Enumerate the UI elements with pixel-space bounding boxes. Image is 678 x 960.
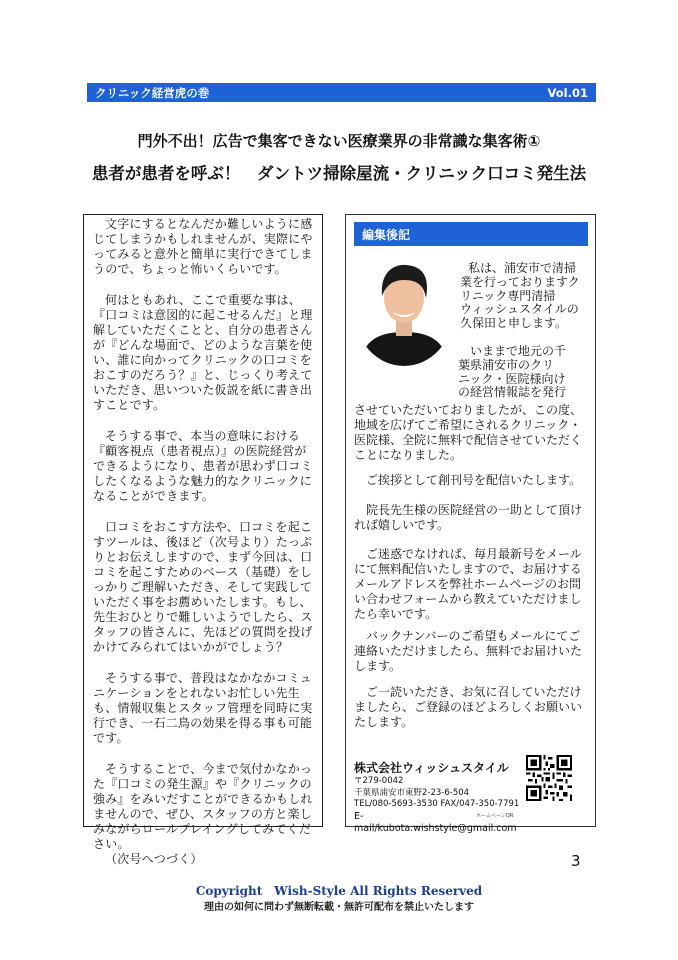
editor-paragraph: バックナンバーのご希望もメールにてご連絡いただけましたら、無料でお届けいたします。 <box>354 629 583 673</box>
to-be-continued: （次号へつづく） <box>105 852 203 866</box>
copyright-line: Copyright Wish-Style All Rights Reserved <box>195 884 483 898</box>
editor-line: の経営情報誌を発行 <box>458 385 567 400</box>
article-paragraph: そうする事で、本当の意味における『顧客視点（患者視点）』の医院経営ができるようになり、患者が思わず口コミしたくなるような魅力的なクリニックになることができます。 <box>93 429 313 503</box>
series-banner <box>87 83 596 102</box>
editor-line: いままで地元の千 <box>470 344 567 358</box>
phone-fax: TEL/080-5693-3530 FAX/047-350-7791 <box>354 799 520 809</box>
email-address[interactable]: E-mail/kubota.wishstyle@gmail.com <box>354 810 517 834</box>
page-number: 3 <box>571 852 581 870</box>
headline-secondary: 患者が患者を呼ぶ！ ダントツ掃除屋流・クリニック口コミ発生法 <box>91 164 587 183</box>
editor-line: ニック・医院様向け <box>458 371 566 386</box>
reproduction-notice: 理由の如何に問わず無断転載・無許可配布を禁止いたします <box>204 902 474 913</box>
editor-paragraph: 院長先生様の医院経営の一助として頂ければ嬉しいです。 <box>354 503 583 532</box>
article-paragraph: そうすることで、今まで気付かなかった『口コミの発生源』や『クリニックの強み』をみいだすことができるかもしれませんので、ぜひ、スタッフの方と楽しみながらロールプレイングしてみてください。 <box>93 762 313 851</box>
intro-line: リニック専門清掃 <box>460 288 556 303</box>
intro-line: ウィッシュスタイルの <box>460 302 579 317</box>
headline-primary: 門外不出！広告で集客できない医療業界の非常識な集客術① <box>137 132 541 150</box>
editor-line: 葉県浦安市のクリ <box>458 358 555 372</box>
editor-note-heading: 編集後記 <box>354 222 588 246</box>
article-paragraph: 文字にするとなんだか難しいように感じてしまうかもしれませんが、実際にやってみると意外と簡単に実行できてしまうので、ちょっと怖いくらいです。 <box>93 217 313 276</box>
editor-paragraph: させていただいておりましたが、この度、地域を広げてご希望にされるクリニック・医院様、全院に無料で配信させていただくことになりました。 <box>354 403 583 462</box>
article-paragraph: 口コミをおこす方法や、口コミを起こすツールは、後ほど（次号より）たっぷりとお伝えしますので、まず今回は、口コミを起こすためのベース（基礎）をしっかりご理解いただき、そして実践していただく事をお薦めいたします。もし、先生おひとりで難しいようでしたら、スタッフの皆さんに、先ほどの質問を投げかけてみられてはいかがでしょう？ <box>93 520 313 654</box>
article-paragraph: そうする事で、普段はなかなかコミュニケーションをとれないお忙しい先生も、情報収集とスタッフ管理を同時に実行でき、一石二鳥の効果を得る事も可能です。 <box>93 671 313 745</box>
editor-note-column <box>345 214 596 834</box>
series-title: クリニック経営虎の巻 <box>95 85 210 100</box>
editor-paragraph: ご一読いただき、お気に召していただけましたら、ご登録のほどよろしくお願いいたします。 <box>354 685 583 729</box>
qr-code-icon[interactable] <box>526 755 572 801</box>
volume-number: Vol.01 <box>547 85 588 100</box>
author-photo <box>352 248 456 366</box>
intro-line: 業を行っておりますク <box>460 275 580 289</box>
intro-line: 久保田と申します。 <box>460 315 568 330</box>
editor-paragraph: ご挨拶として創刊号を配信いたします。 <box>366 473 582 487</box>
editor-paragraph: ご迷惑でなければ、毎月最新号をメールにて無料配信いたしますので、お届けするメールアドレスを弊社ホームページのお問い合わせフォームから教えていただけましたら幸いです。 <box>354 547 582 621</box>
company-address: 千葉県浦安市東野2-23-6-504 <box>354 787 470 798</box>
company-info <box>354 761 524 835</box>
qr-caption: ホームページQR <box>476 813 514 819</box>
intro-line: 私は、浦安市で清掃 <box>468 261 577 275</box>
article-paragraph: 何はともあれ、ここで重要な事は、『口コミは意図的に起こせるんだ』と理解していただくことと、自分の患者さんが『どんな場面で、どのような言葉を使い、誰に向かってクリニックの口コミをおこすのだろう？』と、じっくり考えていただき、思いついた仮説を紙に書き出すことです。 <box>93 293 313 412</box>
postal-code: 〒279-0042 <box>354 776 404 786</box>
company-name: 株式会社ウィッシュスタイル <box>354 761 509 775</box>
article-column <box>83 214 323 866</box>
